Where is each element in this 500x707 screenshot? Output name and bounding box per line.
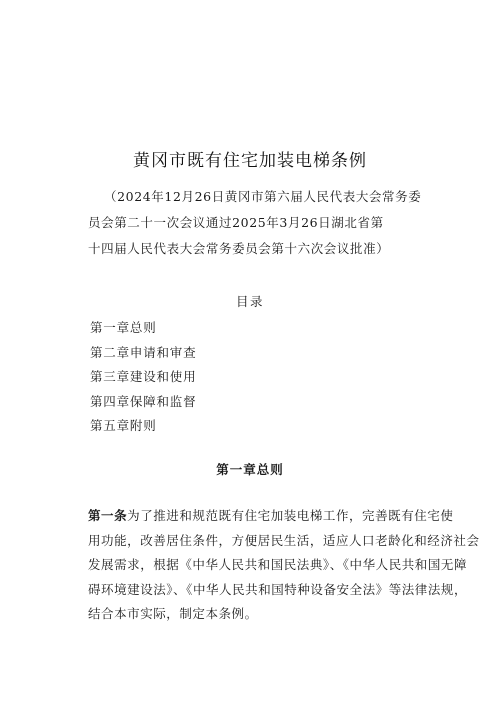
article-line: 发展需求，根据《中华人民共和国民法典》、《中华人民共和国无障 [88,557,468,573]
article-label: 第一条 [88,508,128,523]
toc-item: 第三章建设和使用 [90,369,197,384]
toc-title: 目录 [235,294,264,309]
table-of-contents [90,316,196,439]
article-line: 用功能，改善居住条件，方便居民生活，适应人口老龄化和经济社会 [88,532,480,548]
approval-note [88,184,428,262]
approval-line: （2024年12月26日黄冈市第六届人民代表大会常务委 [104,189,422,204]
article-1 [88,504,480,627]
toc-item: 第四章保障和监督 [90,393,197,409]
document-title: 黄冈市既有住宅加装电梯条例 [133,151,367,171]
toc-item: 第二章申请和审查 [90,344,197,360]
chapter-heading: 第一章总则 [216,462,284,477]
approval-line: 十四届人民代表大会常务委员会第十六次会议批准） [88,241,390,256]
approval-line: 员会第二十一次会议通过2025年3月26日湖北省第 [88,215,384,230]
toc-item: 第五章附则 [90,418,157,433]
toc-item: 第一章总则 [90,320,157,335]
article-text: 为了推进和规范既有住宅加装电梯工作，完善既有住宅使 [127,508,454,523]
article-first-line [88,504,454,529]
article-line: 结合本市实际，制定本条例。 [88,606,258,622]
article-line: 碍环境建设法》、《中华人民共和国特种设备安全法》等法律法规， [88,581,468,597]
